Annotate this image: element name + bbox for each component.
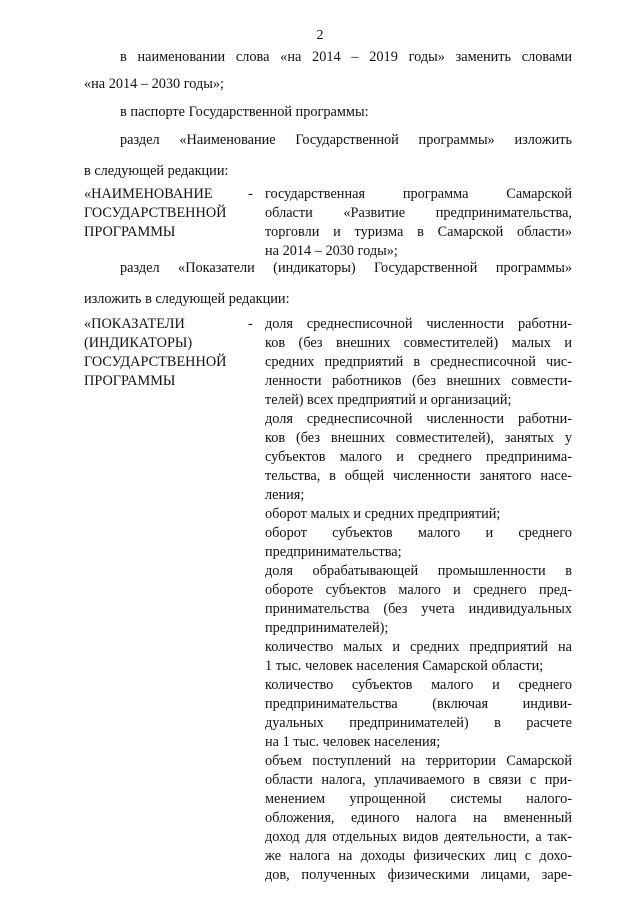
name-text-line: на 2014 – 2030 годы»; <box>265 243 398 259</box>
indicator-line: доля среднесписочной численности работни- <box>265 411 572 427</box>
indicator-line: ков (без внешних совместителей) малых и <box>265 335 572 351</box>
section-name-paragraph <box>84 127 572 185</box>
indicator-line: объем поступлений на территории Самарской <box>265 753 572 769</box>
intro-line-4: раздел «Наименование Государственной программы» изложить <box>120 132 572 148</box>
indicator-line: принимательства (без учета индивидуальных <box>265 601 572 617</box>
indicator-line: телей) всех предприятий и организаций; <box>265 392 512 408</box>
indicators-label-line: (ИНДИКАТОРЫ) <box>84 335 193 351</box>
indicators-label-line: ГОСУДАРСТВЕННОЙ <box>84 354 227 370</box>
name-block-dash: - <box>248 186 253 202</box>
name-text-line: области «Развитие предпринимательства, <box>265 205 572 221</box>
name-block-label <box>84 185 244 242</box>
indicator-line: 1 тыс. человек населения Самарской области; <box>265 658 544 674</box>
indicators-block-dash: - <box>248 316 253 332</box>
name-text-line: государственная программа Самарской <box>265 186 572 202</box>
indicator-line: тельства, в общей численности занятого насе- <box>265 468 572 484</box>
indicator-line: предпринимательства (включая индиви- <box>265 696 572 712</box>
indicator-line: на 1 тыс. человек населения; <box>265 734 441 750</box>
intro-line-3: в паспорте Государственной программы: <box>120 104 369 120</box>
name-block-text <box>265 185 572 261</box>
page-number: 2 <box>316 28 324 43</box>
indicator-line: обороте субъектов малого и среднего пред- <box>265 582 572 598</box>
indicator-line: дуальных предпринимателей) в расчете <box>265 715 572 731</box>
indicator-line: доля среднесписочной численности работни- <box>265 316 572 332</box>
indicators-block-text <box>265 315 572 885</box>
indicator-line: менением упрощенной системы налого- <box>265 791 572 807</box>
intro-line-1: в наименовании слова «на 2014 – 2019 годы» заменить словами <box>120 49 572 65</box>
indicator-line: оборот малых и средних предприятий; <box>265 506 501 522</box>
intro-line-5: в следующей редакции: <box>84 163 229 179</box>
indicator-line: средних предприятий в среднесписочной чис- <box>265 354 572 370</box>
middle-line-1: раздел «Показатели (индикаторы) Государственной программы» <box>120 260 572 276</box>
name-label-line: «НАИМЕНОВАНИЕ <box>84 186 213 202</box>
indicator-line: доход для отдельных видов деятельности, а так- <box>265 829 572 845</box>
passport-heading <box>84 99 572 126</box>
indicator-line: обложения, единого налога на вмененный <box>265 810 572 826</box>
name-label-line: ПРОГРАММЫ <box>84 224 176 240</box>
indicator-line: ления; <box>265 487 305 503</box>
indicator-line: количество малых и средних предприятий на <box>265 639 572 655</box>
indicator-line: ленности работников (без внешних совмести- <box>265 373 572 389</box>
indicator-line: количество субъектов малого и среднего <box>265 677 572 693</box>
indicator-line: ков (без внешних совместителей), занятых у <box>265 430 572 446</box>
indicator-line: предпринимателей); <box>265 620 389 636</box>
intro-paragraph <box>84 44 572 98</box>
indicator-line: доля обрабатывающей промышленности в <box>265 563 572 579</box>
indicator-line: же налога на доходы физических лиц с дохо- <box>265 848 572 864</box>
indicators-block-label <box>84 315 244 391</box>
indicator-line: субъектов малого и среднего предпринима- <box>265 449 572 465</box>
indicator-line: дов, полученных физическими лицами, заре- <box>265 867 572 883</box>
intro-line-2: «на 2014 – 2030 годы»; <box>84 76 225 92</box>
name-label-line: ГОСУДАРСТВЕННОЙ <box>84 205 227 221</box>
indicators-intro-paragraph <box>84 255 572 313</box>
indicator-line: предпринимательства; <box>265 544 402 560</box>
indicators-label-line: «ПОКАЗАТЕЛИ <box>84 316 185 332</box>
indicator-line: оборот субъектов малого и среднего <box>265 525 572 541</box>
indicators-block <box>84 315 572 895</box>
name-text-line: торговли и туризма в Самарской области» <box>265 224 572 240</box>
name-block <box>84 185 572 265</box>
indicators-label-line: ПРОГРАММЫ <box>84 373 176 389</box>
indicator-line: области налога, уплачиваемого в связи с при- <box>265 772 572 788</box>
middle-line-2: изложить в следующей редакции: <box>84 291 290 307</box>
